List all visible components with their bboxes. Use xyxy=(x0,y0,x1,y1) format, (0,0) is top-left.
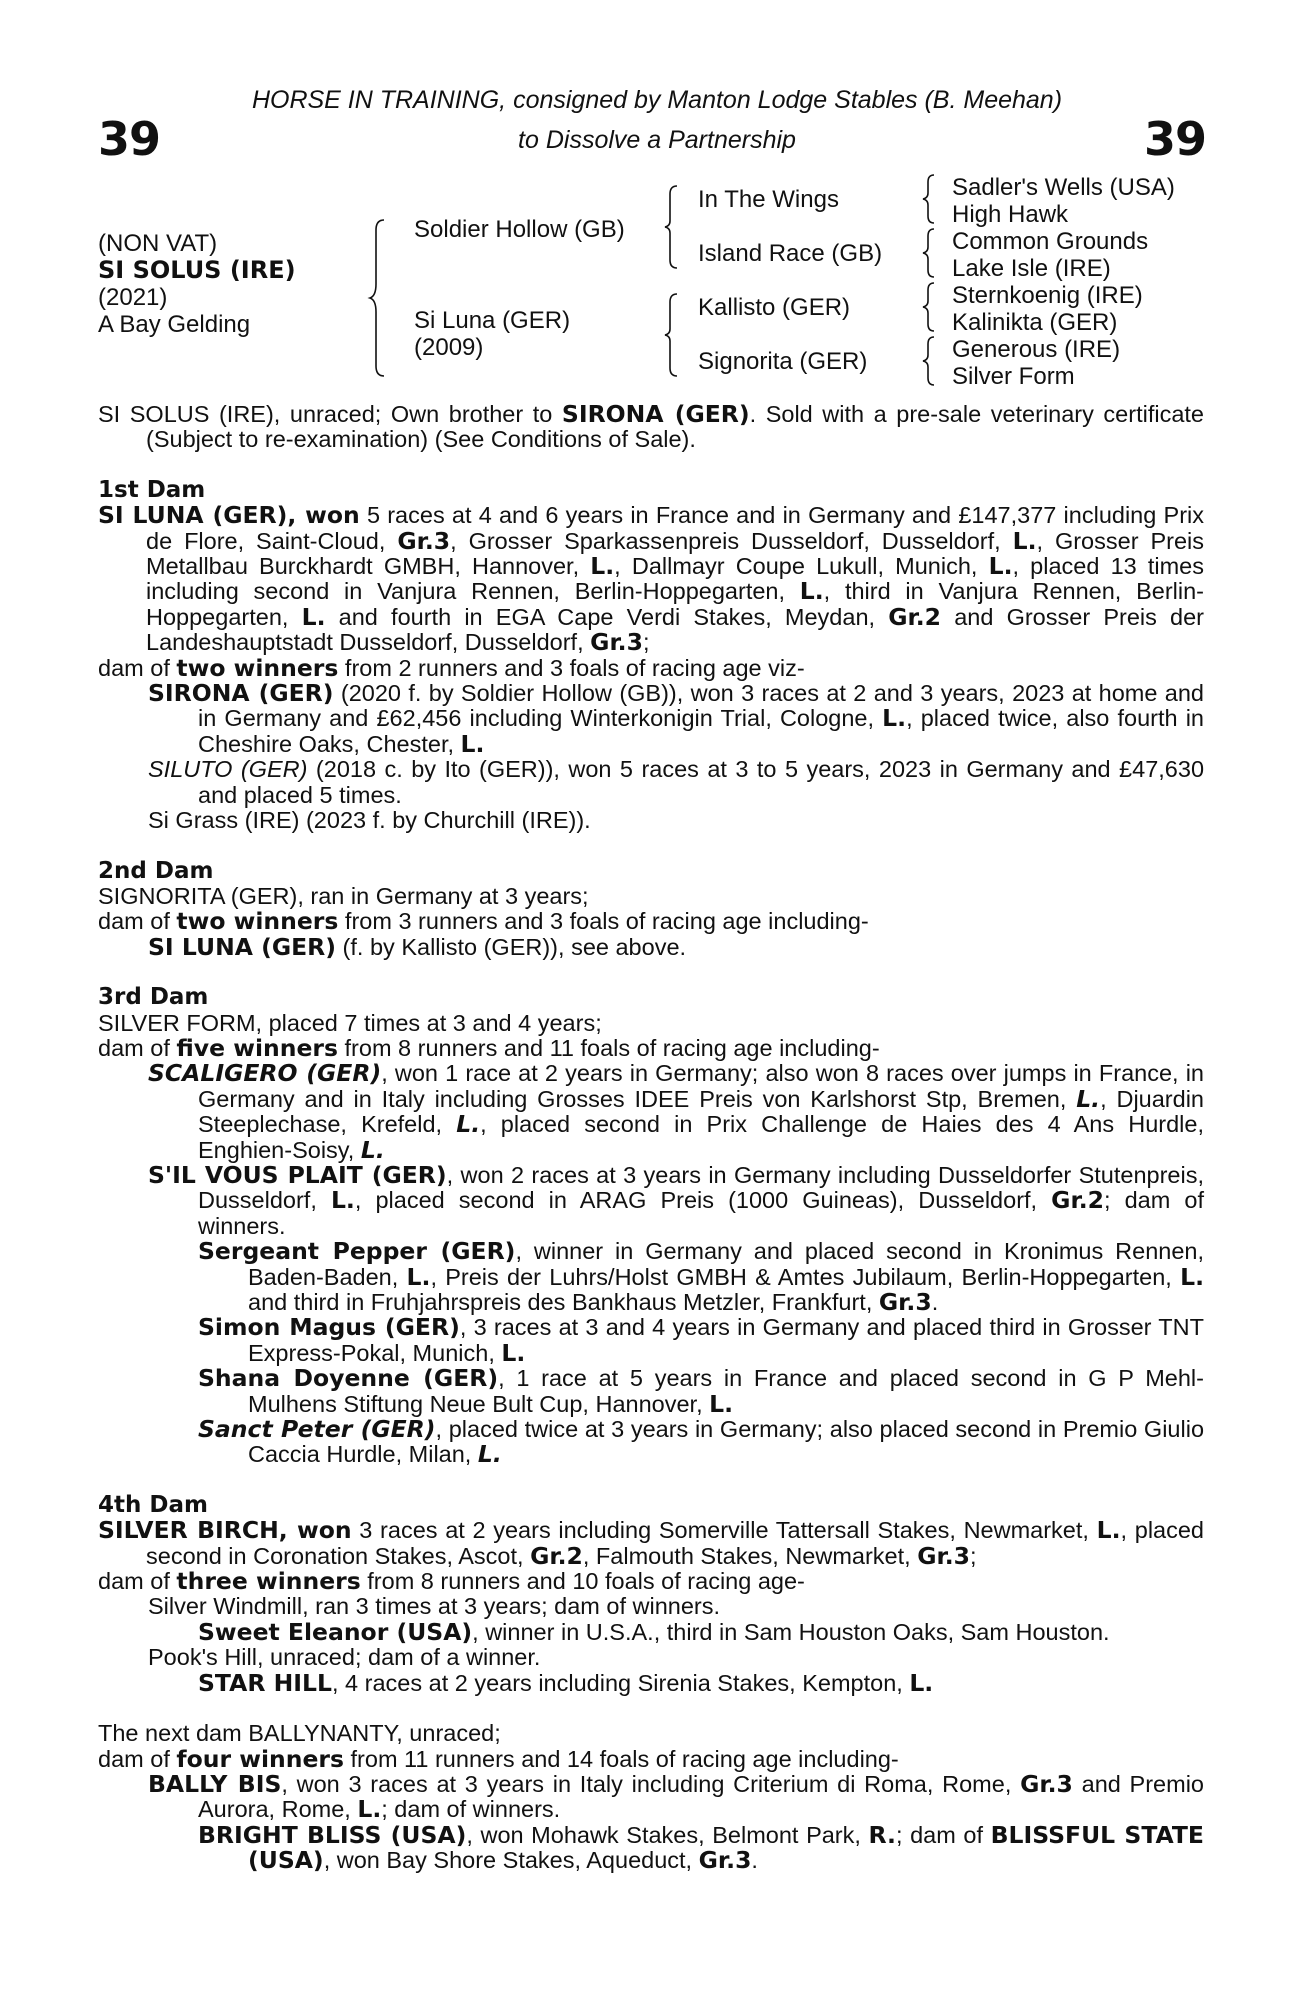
third-dam-section xyxy=(98,985,1204,1468)
dam-dam: Signorita (GER) xyxy=(698,348,868,375)
fourth-dam-offspring-1: Silver Windmill, ran 3 times at 3 years; dam of winners. xyxy=(148,1593,721,1620)
first-dam-produce-summary: dam of two winners from 2 runners and 3 foals of racing age viz- xyxy=(98,653,805,682)
third-dam-grandoffspring-2: Simon Magus (GER), 3 races at 3 and 4 years in Germany and placed third in Grosser TNT Express-Pokal, Munich, L. xyxy=(198,1313,1204,1367)
fourth-dam-offspring-2: Pook's Hill, unraced; dam of a winner. xyxy=(148,1644,541,1671)
second-dam-record: SIGNORITA (GER), ran in Germany at 3 years; xyxy=(98,882,589,909)
next-dam-produce-summary: dam of four winners from 11 runners and 14 foals of racing age including- xyxy=(98,1744,899,1773)
second-dam-section xyxy=(98,859,1204,961)
ancestor-5: Sternkoenig (IRE) xyxy=(952,282,1143,309)
next-dam-offspring-1: BALLY BIS, won 3 races at 3 years in Italy including Criterium di Roma, Rome, Gr.3 and Premio Aurora, Rome, L.; dam of winners. xyxy=(148,1769,1204,1824)
consignment-heading: HORSE IN TRAINING, consigned by Manton Lodge Stables (B. Meehan) xyxy=(251,86,1063,114)
lot-number-right: 39 xyxy=(1143,112,1206,166)
catalogue-body xyxy=(98,402,1204,1874)
ancestor-1: Sadler's Wells (USA) xyxy=(952,174,1175,201)
ancestor-8: Silver Form xyxy=(952,363,1075,390)
fourth-dam-section xyxy=(98,1493,1204,1696)
fourth-dam-grandoffspring-2: STAR HILL, 4 races at 2 years including Sirenia Stakes, Kempton, L. xyxy=(198,1668,934,1697)
next-dam-section xyxy=(98,1721,1204,1873)
ancestor-6: Kalinikta (GER) xyxy=(952,309,1118,336)
first-dam-offspring-1: SIRONA (GER) (2020 f. by Soldier Hollow (GB)), won 3 races at 2 and 3 years, 2023 at home and in Germany and £62,456 including Winterkonigin Trial, Cologne, L., placed twice, also fourth in Cheshire Oaks, Chester, L. xyxy=(148,679,1205,758)
third-dam-grandoffspring-4: Sanct Peter (GER), placed twice at 3 years in Germany; also placed second in Premio Giulio Caccia Hurdle, Milan, L. xyxy=(198,1415,1205,1469)
vat-status: (NON VAT) xyxy=(98,230,218,257)
third-dam-grandoffspring-3: Shana Doyenne (GER), 1 race at 5 years in France and placed second in G P Mehl-Mulhens Stiftung Neue Bult Cup, Hannover, L. xyxy=(198,1364,1204,1418)
third-dam-offspring-2: S'IL VOUS PLAIT (GER), won 2 races at 3 years in Germany including Dusseldorfer Stutenpreis, Dusseldorf, L., placed second in ARAG Preis (1000 Guineas), Dusseldorf, Gr.2; dam of winners. xyxy=(148,1160,1204,1239)
next-dam-record: The next dam BALLYNANTY, unraced; xyxy=(98,1720,501,1747)
horse-description: A Bay Gelding xyxy=(98,311,251,338)
third-dam-record: SILVER FORM, placed 7 times at 3 and 4 years; xyxy=(98,1009,602,1036)
sire-sire: In The Wings xyxy=(698,186,839,213)
pedigree-bracket-g3 xyxy=(923,282,939,332)
horse-name: SI SOLUS (IRE) xyxy=(98,256,296,284)
pedigree-bracket-main xyxy=(370,218,390,378)
third-dam-offspring-1: SCALIGERO (GER), won 1 race at 2 years in Germany; also won 8 races over jumps in France, in Germany and in Italy including Grosses IDEE Preis von Karlshorst Stp, Bremen, L., Djuardin Steeplechase, Krefeld, L., placed second in Prix Challenge de Haies des 4 Ans Hurdle, Enghien-Soisy, L. xyxy=(148,1059,1204,1164)
sire-name: Soldier Hollow (GB) xyxy=(414,216,625,243)
next-dam-grandoffspring-1: BRIGHT BLISS (USA), won Mohawk Stakes, Belmont Park, R.; dam of BLISSFUL STATE (USA), won Bay Shore Stakes, Aqueduct, Gr.3. xyxy=(198,1820,1204,1875)
fourth-dam-produce-summary: dam of three winners from 8 runners and 10 foals of racing age- xyxy=(98,1567,805,1596)
first-dam-record: SI LUNA (GER), won 5 races at 4 and 6 years in France and in Germany and £147,377 including Prix de Flore, Saint-Cloud, Gr.3, Grosser Sparkassenpreis Dusseldorf, Dusseldorf, L., Grosser Preis Metallbau Burckhardt GMBH, Hannover, L., Dallmayr Coupe Lukull, Munich, L., placed 13 times including second in Vanjura Rennen, Berlin-Hoppegarten, L., third in Vanjura Rennen, Berlin-Hoppegarten, L. and fourth in EGA Cape Verdi Stakes, Meydan, Gr.2 and Grosser Preis der Landeshauptstadt Dusseldorf, Dusseldorf, Gr.3; xyxy=(98,501,1204,657)
second-dam-offspring-1: SI LUNA (GER) (f. by Kallisto (GER)), see above. xyxy=(148,932,687,961)
lot-number-left: 39 xyxy=(98,112,161,166)
fourth-dam-grandoffspring-1: Sweet Eleanor (USA), winner in U.S.A., third in Sam Houston Oaks, Sam Houston. xyxy=(198,1617,1110,1646)
third-dam-grandoffspring-1: Sergeant Pepper (GER), winner in Germany and placed second in Kronimus Rennen, Baden-Baden, L., Preis der Luhrs/Holst GMBH & Amtes Jubilaum, Berlin-Hoppegarten, L. and third in Fruhjahrspreis des Bankhaus Metzler, Frankfurt, Gr.3. xyxy=(198,1237,1205,1316)
fourth-dam-title: 4th Dam xyxy=(98,1491,208,1518)
third-dam-produce-summary: dam of five winners from 8 runners and 11 foals of racing age including- xyxy=(98,1033,880,1062)
ancestor-3: Common Grounds xyxy=(952,228,1149,255)
second-dam-produce-summary: dam of two winners from 3 runners and 3 foals of racing age including- xyxy=(98,907,869,936)
intro-paragraph: SI SOLUS (IRE), unraced; Own brother to SIRONA (GER). Sold with a pre-sale veterinary certificate (Subject to re-examination) (See Conditions of Sale). xyxy=(98,400,1204,453)
fourth-dam-record: SILVER BIRCH, won 3 races at 2 years including Somerville Tattersall Stakes, Newmarket, L., placed second in Coronation Stakes, Ascot, Gr.2, Falmouth Stakes, Newmarket, Gr.3; xyxy=(98,1516,1204,1570)
sire-dam: Island Race (GB) xyxy=(698,240,883,267)
pedigree-bracket-sire xyxy=(665,185,683,269)
horse-year: (2021) xyxy=(98,284,168,311)
ancestor-2: High Hawk xyxy=(952,201,1069,228)
ancestor-4: Lake Isle (IRE) xyxy=(952,255,1111,282)
consignment-subheading: to Dissolve a Partnership xyxy=(518,126,796,154)
first-dam-title: 1st Dam xyxy=(98,476,206,503)
dam-name: Si Luna (GER) xyxy=(414,307,571,334)
ancestor-7: Generous (IRE) xyxy=(952,336,1121,363)
dam-year: (2009) xyxy=(414,334,484,361)
third-dam-title: 3rd Dam xyxy=(98,984,209,1011)
pedigree-bracket-g2 xyxy=(923,228,939,278)
pedigree-bracket-g4 xyxy=(923,336,939,386)
second-dam-title: 2nd Dam xyxy=(98,857,214,884)
first-dam-offspring-3: Si Grass (IRE) (2023 f. by Churchill (IRE)). xyxy=(148,807,591,834)
pedigree-bracket-g1 xyxy=(923,174,939,224)
first-dam-offspring-2: SILUTO (GER) (2018 c. by Ito (GER)), won 5 races at 3 to 5 years, 2023 in Germany and £47,630 and placed 5 times. xyxy=(148,756,1205,808)
first-dam-section xyxy=(98,478,1204,834)
dam-sire: Kallisto (GER) xyxy=(698,294,851,321)
pedigree-bracket-dam xyxy=(665,293,683,377)
